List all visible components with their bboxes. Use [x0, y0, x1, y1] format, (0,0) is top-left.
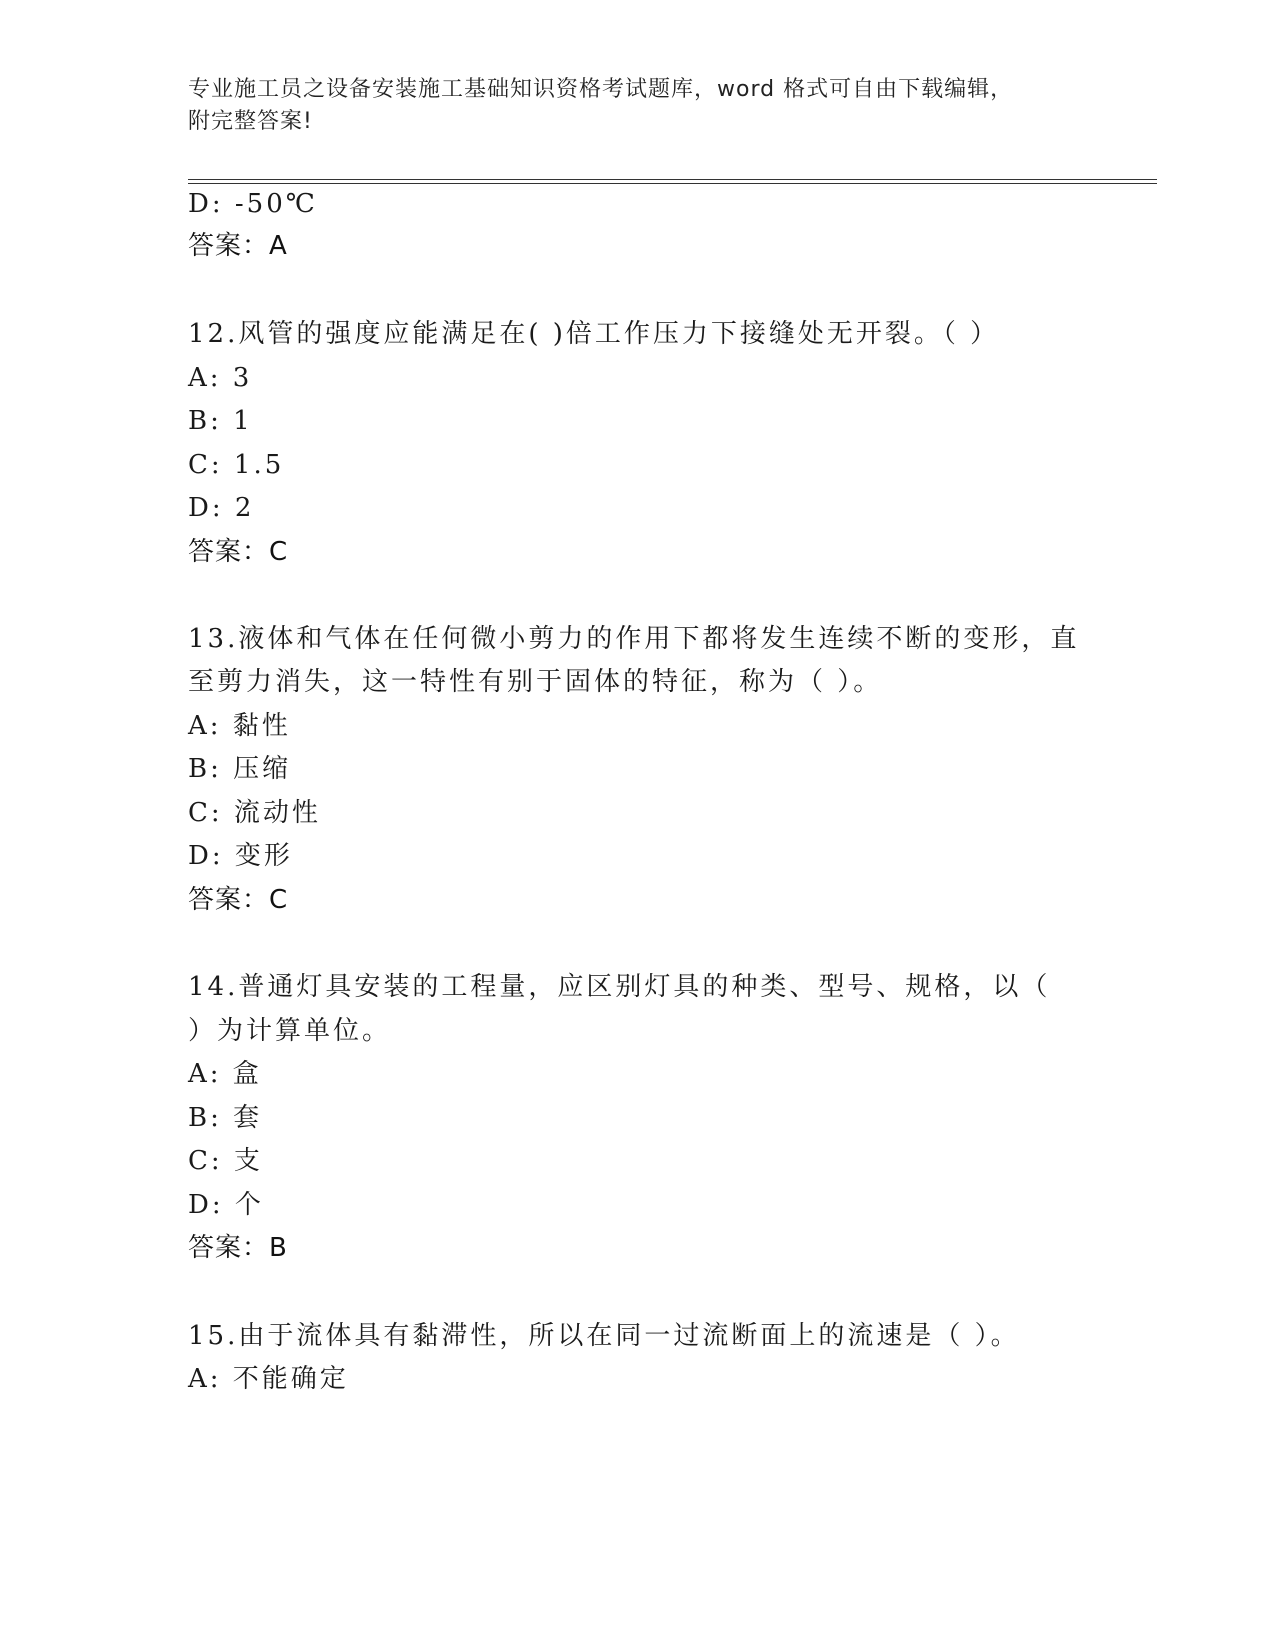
- document-header: [188, 74, 1088, 138]
- question-13-option-d: D: 变形: [188, 841, 293, 871]
- question-12-option-d: D: 2: [188, 493, 255, 523]
- question-15-option-a: A: 不能确定: [188, 1364, 349, 1394]
- question-14-option-d: D: 个: [188, 1190, 264, 1220]
- question-13-answer: 答案：C: [188, 885, 289, 915]
- question-14-stem-line-1: 14.普通灯具安装的工程量，应区别灯具的种类、型号、规格，以（: [188, 972, 1051, 1002]
- question-15-stem: 15.由于流体具有黏滞性，所以在同一过流断面上的流速是（ ）。: [188, 1321, 1020, 1351]
- question-13-option-b: B: 压缩: [188, 754, 292, 784]
- question-12-option-a: A: 3: [188, 363, 253, 393]
- prev-question-answer: 答案：A: [188, 231, 288, 261]
- prev-question-option-d: D: -50℃: [188, 189, 318, 219]
- question-12-option-b: B: 1: [188, 406, 253, 436]
- question-14-stem-line-2: ）为计算单位。: [188, 1016, 392, 1046]
- question-14-option-b: B: 套: [188, 1103, 263, 1133]
- header-title-line-2: 附完整答案!: [188, 109, 313, 134]
- question-14-answer: 答案：B: [188, 1233, 288, 1263]
- question-13-stem-line-2: 至剪力消失，这一特性有别于固体的特征，称为（ ）。: [188, 667, 883, 697]
- question-13-option-c: C: 流动性: [188, 798, 321, 828]
- question-14-option-a: A: 盒: [188, 1059, 262, 1089]
- question-12-option-c: C: 1.5: [188, 450, 285, 480]
- header-title-line-1: 专业施工员之设备安装施工基础知识资格考试题库，word 格式可自由下载编辑，: [188, 77, 1014, 102]
- question-12-answer: 答案：C: [188, 537, 289, 567]
- header-divider: [188, 179, 1157, 184]
- question-13-option-a: A: 黏性: [188, 711, 291, 741]
- question-12-stem: 12.风管的强度应能满足在( )倍工作压力下接缝处无开裂。（ ）: [188, 319, 1000, 349]
- question-14-option-c: C: 支: [188, 1146, 263, 1176]
- question-13-stem-line-1: 13.液体和气体在任何微小剪力的作用下都将发生连续不断的变形，直: [188, 624, 1080, 654]
